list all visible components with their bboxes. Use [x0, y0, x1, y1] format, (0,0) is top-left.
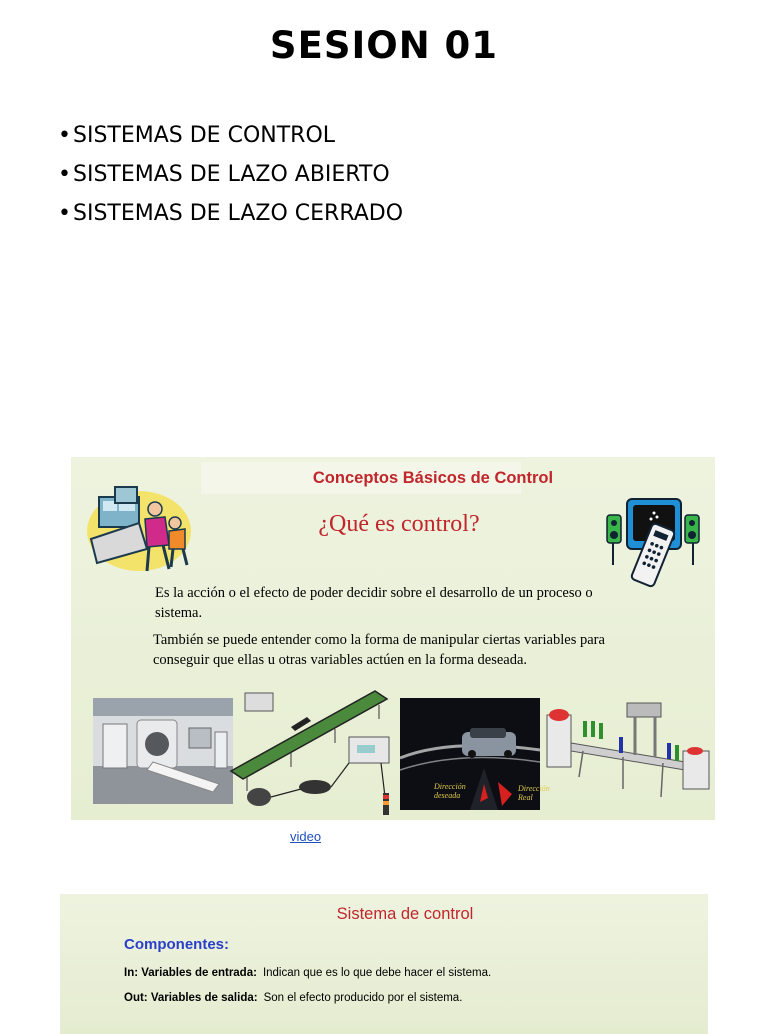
slide-control-concepts	[71, 457, 715, 820]
bottling-line-icon	[543, 693, 715, 813]
component-description: Son el efecto producido por el sistema.	[263, 992, 463, 1004]
component-term: In: Variables de entrada:	[124, 967, 257, 979]
video-link[interactable]: video	[290, 829, 322, 844]
topic-list	[58, 116, 403, 233]
component-row-input	[124, 967, 491, 979]
remote-control-tv-icon	[601, 495, 711, 591]
conveyor-plc-diagram	[231, 687, 401, 821]
list-item: •SISTEMAS DE LAZO ABIERTO	[58, 155, 403, 194]
bullet-icon: •	[58, 123, 71, 148]
slide-control-system	[60, 894, 708, 1034]
definition-paragraph: Es la acción o el efecto de poder decidir sobre el desarrollo de un proceso o sistema.	[155, 585, 593, 621]
slide-heading: Conceptos Básicos de Control	[312, 469, 554, 487]
control-room-operator-icon	[85, 479, 197, 575]
bullet-icon: •	[58, 201, 71, 226]
components-label: Componentes:	[124, 936, 229, 953]
alternate-definition-paragraph: También se puede entender como la forma de manipular ciertas variables para conseguir que ellas u otras variables actúen en la forma deseada.	[153, 632, 605, 668]
car-direction-image	[400, 698, 550, 810]
desired-direction-label: Dirección deseada	[434, 782, 466, 800]
bullet-icon: •	[58, 162, 71, 187]
mri-room-image	[93, 698, 233, 804]
page-title: SESION 01	[269, 24, 499, 67]
list-item: •SISTEMAS DE LAZO CERRADO	[58, 194, 403, 233]
slide-heading: Sistema de control	[336, 905, 474, 923]
slide-question: ¿Qué es control?	[318, 511, 480, 537]
component-description: Indican que es lo que debe hacer el sistema.	[262, 967, 492, 979]
component-term: Out: Variables de salida:	[124, 992, 258, 1004]
component-row-output	[124, 992, 462, 1004]
real-direction-label: Dirección Real	[518, 784, 550, 802]
list-item: •SISTEMAS DE CONTROL	[58, 116, 403, 155]
